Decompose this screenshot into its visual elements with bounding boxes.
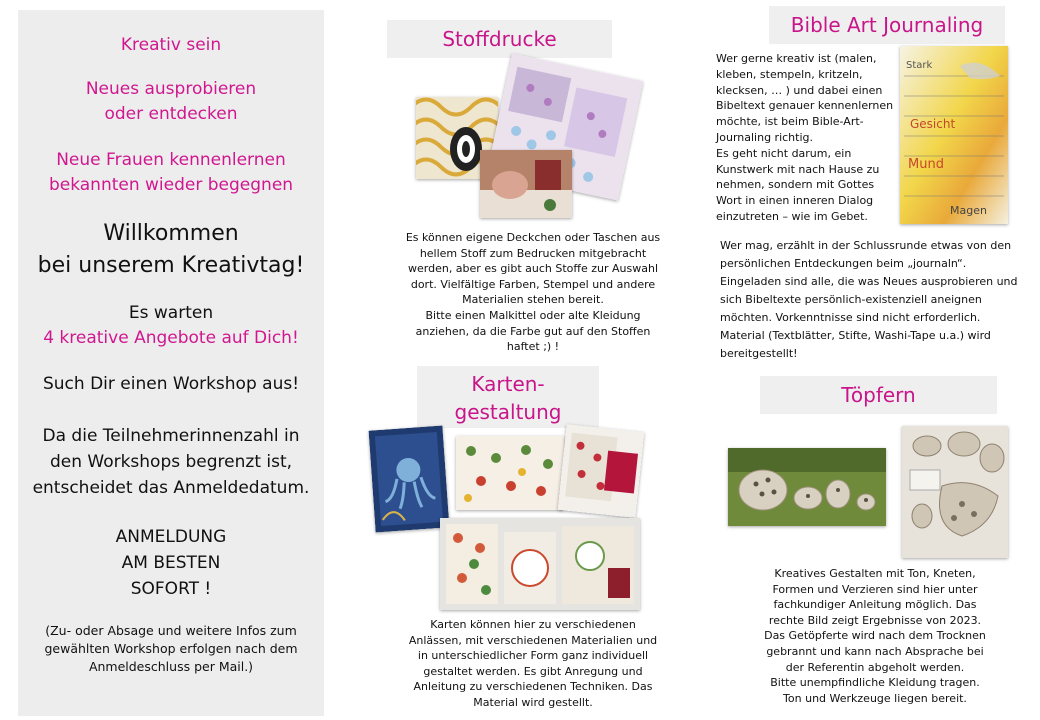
left-line-2a: Neues ausprobieren <box>85 79 257 99</box>
bible-text-line: Es geht nicht darum, ein <box>716 146 852 160</box>
bible-detail-line: Wer mag, erzählt in der Schlussrunde etwas von den <box>720 239 1012 252</box>
stoff-photo-workshop <box>480 150 572 218</box>
bible-detail-line: Material (Textblätter, Stifte, Washi-Tape u.a.) wird <box>720 329 991 342</box>
bible-text-line: Bibeltext genauer kennenlernen <box>716 99 894 113</box>
toepfern-text-line: Das Getöpferte wird nach dem Trocknen <box>764 629 986 643</box>
bible-detail-line: Eingeladen sind alle, die was Neues ausprobieren und <box>720 275 1018 288</box>
bible-intro <box>716 51 896 225</box>
stoff-text-line: Materialien stehen bereit. <box>462 293 604 307</box>
limit-line-3: entscheidet das Anmeldedatum. <box>32 478 310 498</box>
journal-word: Gesicht <box>910 117 956 131</box>
bible-detail-line: persönlichen Entdeckungen beim „journaln“. <box>720 257 967 270</box>
karten-description <box>380 617 686 711</box>
bible-text-line: kleben, stempeln, kritzeln, <box>716 67 863 81</box>
bible-text-line: Wort in einen inneren Dialog <box>716 194 874 208</box>
bible-text-line: Kunstwerk mit nach Hause zu <box>716 162 880 176</box>
toepfern-text-line: der Referentin abgeholt werden. <box>785 660 965 674</box>
bible-details <box>720 237 1020 363</box>
toepfern-text-line: rechte Bild zeigt Ergebnisse von 2023. <box>768 613 982 627</box>
karten-heading-line-1: Karten- <box>471 372 545 396</box>
register-line-2: AM BESTEN <box>121 553 221 573</box>
karten-text-line: Anlässen, mit verschiedenen Materialien und <box>408 633 658 647</box>
stoff-heading: Stoffdrucke <box>387 20 612 58</box>
limit-line-2: den Workshops begrenzt ist, <box>49 452 293 472</box>
left-line-2b: oder entdecken <box>104 104 238 124</box>
toepfern-description <box>722 566 1028 706</box>
register-line-1: ANMELDUNG <box>115 527 227 547</box>
toepfern-text-line: Formen und Verzieren sind hier unter <box>772 582 978 596</box>
stoff-text-line: haftet ;) ! <box>506 340 560 354</box>
wait-line-2: 4 kreative Angebote auf Dich! <box>43 328 299 348</box>
journal-word: Stark <box>906 60 933 71</box>
note-line-2: gewählten Workshop erfolgen nach dem <box>44 641 298 656</box>
toepfern-text-line: Ton und Werkzeuge liegen bereit. <box>783 691 967 705</box>
bible-text-line: möchte, ist beim Bible-Art- <box>716 115 864 129</box>
wait-line-1: Es warten <box>128 303 214 323</box>
welcome-line-1: Willkommen <box>103 221 239 246</box>
toepfern-heading: Töpfern <box>760 376 997 414</box>
toepfern-text-line: fachkundiger Anleitung möglich. Das <box>773 598 977 612</box>
bible-journal-photo <box>900 46 1008 224</box>
welcome-line-2: bei unserem Kreativtag! <box>37 253 305 278</box>
bible-heading: Bible Art Journaling <box>769 6 1005 44</box>
bible-text-line: Journaling richtig. <box>716 130 813 144</box>
karten-text-line: Anleitung zu verschiedenen Techniken. Das <box>413 680 653 694</box>
stoff-description <box>380 230 686 355</box>
karten-text-line: gestaltet werden. Es gibt Anregung und <box>423 664 643 678</box>
karten-heading <box>417 366 599 428</box>
bible-text-line: einzutreten – wie im Gebet. <box>716 209 868 223</box>
toepfern-photo-garden <box>728 448 886 526</box>
karten-text-line: in unterschiedlicher Form ganz individuell <box>417 649 649 663</box>
toepfern-text-line: Kreatives Gestalten mit Ton, Kneten, <box>774 567 976 580</box>
karten-photo-dots <box>456 436 564 510</box>
bible-text-line: nehmen, sondern mit Gottes <box>716 178 875 192</box>
journal-word: Mund <box>908 157 944 172</box>
stoff-text-line: dort. Vielfältige Farben, Stempel und andere <box>410 277 656 291</box>
toepfern-photo-results <box>902 426 1008 558</box>
journal-word: Magen <box>950 204 987 217</box>
karten-photo-octopus <box>369 426 450 533</box>
stoff-text-line: werden, aber es gibt auch Stoffe zur Auswahl <box>408 262 658 276</box>
left-line-3b: bekannten wieder begegnen <box>48 175 294 195</box>
karten-heading-line-2: gestaltung <box>454 400 562 424</box>
bible-detail-line: bereitgestellt! <box>720 347 798 360</box>
toepfern-text-line: gebrannt und kann nach Absprache bei <box>766 644 984 658</box>
bible-detail-line: sich Bibeltexte persönlich-existenziell aneignen <box>720 293 982 306</box>
karten-photo-red-card <box>558 424 645 518</box>
karten-text-line: Karten können hier zu verschiedenen <box>430 618 636 631</box>
limit-line-1: Da die Teilnehmerinnenzahl in <box>42 426 300 446</box>
choose-line: Such Dir einen Workshop aus! <box>42 374 300 394</box>
stoff-text-line: anziehen, da die Farbe gut auf den Stoffen <box>415 324 651 338</box>
toepfern-text-line: Bitte unempfindliche Kleidung tragen. <box>770 676 980 690</box>
bible-text-line: Wer gerne kreativ ist (malen, <box>716 52 877 65</box>
left-line-3a: Neue Frauen kennenlernen <box>56 150 286 170</box>
stoff-text-line: Es können eigene Deckchen oder Taschen aus <box>405 231 661 244</box>
stoff-text-line: hellem Stoff zum Bedrucken mitgebracht <box>419 246 647 260</box>
karten-photo-collection <box>440 518 640 610</box>
bible-text-line: klecksen, … ) und dabei einen <box>716 83 883 97</box>
stoff-text-line: Bitte einen Malkittel oder alte Kleidung <box>425 308 641 322</box>
note-line-1: (Zu- oder Absage und weitere Infos zum <box>45 623 297 638</box>
register-line-3: SOFORT ! <box>130 579 212 599</box>
bible-detail-line: möchten. Vorkenntnisse sind nicht erforderlich. <box>720 311 981 324</box>
note-line-3: Anmeldeschluss per Mail.) <box>88 659 254 674</box>
karten-text-line: Material wird gestellt. <box>473 695 593 709</box>
left-line-1: Kreativ sein <box>120 35 222 55</box>
